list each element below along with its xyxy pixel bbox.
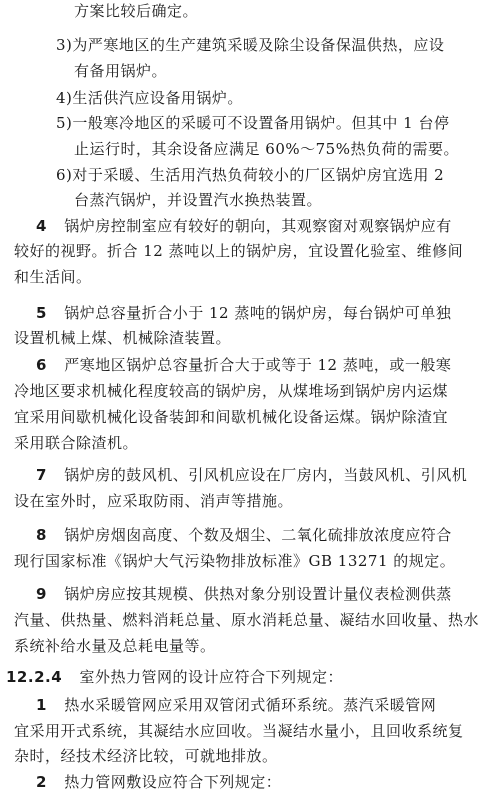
clause-number: 8 xyxy=(36,526,47,544)
clause-text: 严寒地区锅炉总容量折合大于或等于 12 蒸吨，或一般寒 xyxy=(64,356,452,374)
text-line: 止运行时，其余设备应满足 60%～75%热负荷的需要。 xyxy=(74,140,459,158)
text-line: 5)一般寒冷地区的采暖可不设置备用锅炉。但其中 1 台停 xyxy=(56,114,450,132)
clause-5 xyxy=(36,302,502,324)
clause-text: 锅炉房控制室应有较好的朝向，其观察窗对观察锅炉应有 xyxy=(64,217,452,235)
clause-text: 锅炉房的鼓风机、引风机应设在厂房内，当鼓风机、引风机 xyxy=(64,466,468,484)
text-line: 有备用锅炉。 xyxy=(74,62,168,80)
clause-7 xyxy=(36,464,502,486)
clause-8 xyxy=(36,524,502,546)
text-line: 采用联合除渣机。 xyxy=(14,434,139,452)
clause-text: 锅炉总容量折合小于 12 蒸吨的锅炉房，每台锅炉可单独 xyxy=(64,304,452,322)
clause-4 xyxy=(36,215,502,237)
section-number: 12.2.4 xyxy=(6,668,63,686)
clause-number: 6 xyxy=(36,356,47,374)
text-line: 和生活间。 xyxy=(14,268,92,286)
item-2 xyxy=(36,771,502,793)
text-line: 杂时，经技术经济比较，可就地排放。 xyxy=(14,747,278,765)
text-line: 较好的视野。折合 12 蒸吨以上的锅炉房，宜设置化验室、维修间 xyxy=(14,242,464,260)
text-line: 3)为严寒地区的生产建筑采暖及除尘设备保温供热，应设 xyxy=(56,36,445,54)
text-line: 宜采用开式系统，其凝结水应回收。当凝结水量小，且回收系统复 xyxy=(14,722,464,740)
section-12-2-4 xyxy=(6,666,502,688)
clause-text: 锅炉房烟囱高度、个数及烟尘、二氧化硫排放浓度应符合 xyxy=(64,526,452,544)
clause-number: 4 xyxy=(36,217,47,235)
text-line: 设置机械上煤、机械除渣装置。 xyxy=(14,329,232,347)
text-line: 方案比较后确定。 xyxy=(74,2,199,20)
text-line: 宜采用间歇机械化设备装卸和间歇机械化设备运煤。锅炉除渣宜 xyxy=(14,408,449,426)
item-text: 热水采暖管网应采用双管闭式循环系统。蒸汽采暖管网 xyxy=(64,696,437,714)
text-line: 4)生活供汽应设备用锅炉。 xyxy=(56,89,243,107)
item-number: 2 xyxy=(36,773,47,791)
section-text: 室外热力管网的设计应符合下列规定： xyxy=(79,668,343,686)
item-1 xyxy=(36,694,502,716)
text-line: 台蒸汽锅炉，并设置汽水换热装置。 xyxy=(74,191,323,209)
item-number: 1 xyxy=(36,696,47,714)
text-line: 设在室外时，应采取防雨、消声等措施。 xyxy=(14,492,294,510)
clause-text: 锅炉房应按其规模、供热对象分别设置计量仪表检测供蒸 xyxy=(64,585,452,603)
clause-number: 7 xyxy=(36,466,47,484)
text-line: 6)对于采暖、生活用汽热负荷较小的厂区锅炉房宜选用 2 xyxy=(56,166,445,184)
text-line: 汽量、供热量、燃料消耗总量、原水消耗总量、凝结水回收量、热水 xyxy=(14,611,480,629)
text-line: 系统补给水量及总耗电量等。 xyxy=(14,637,216,655)
text-line: 现行国家标准《锅炉大气污染物排放标准》GB 13271 的规定。 xyxy=(14,552,456,570)
item-text: 热力管网敷设应符合下列规定： xyxy=(64,773,282,791)
clause-number: 5 xyxy=(36,304,47,322)
clause-6 xyxy=(36,354,502,376)
clause-9 xyxy=(36,583,502,605)
clause-number: 9 xyxy=(36,585,47,603)
text-line: 冷地区要求机械化程度较高的锅炉房，从煤堆场到锅炉房内运煤 xyxy=(14,382,449,400)
